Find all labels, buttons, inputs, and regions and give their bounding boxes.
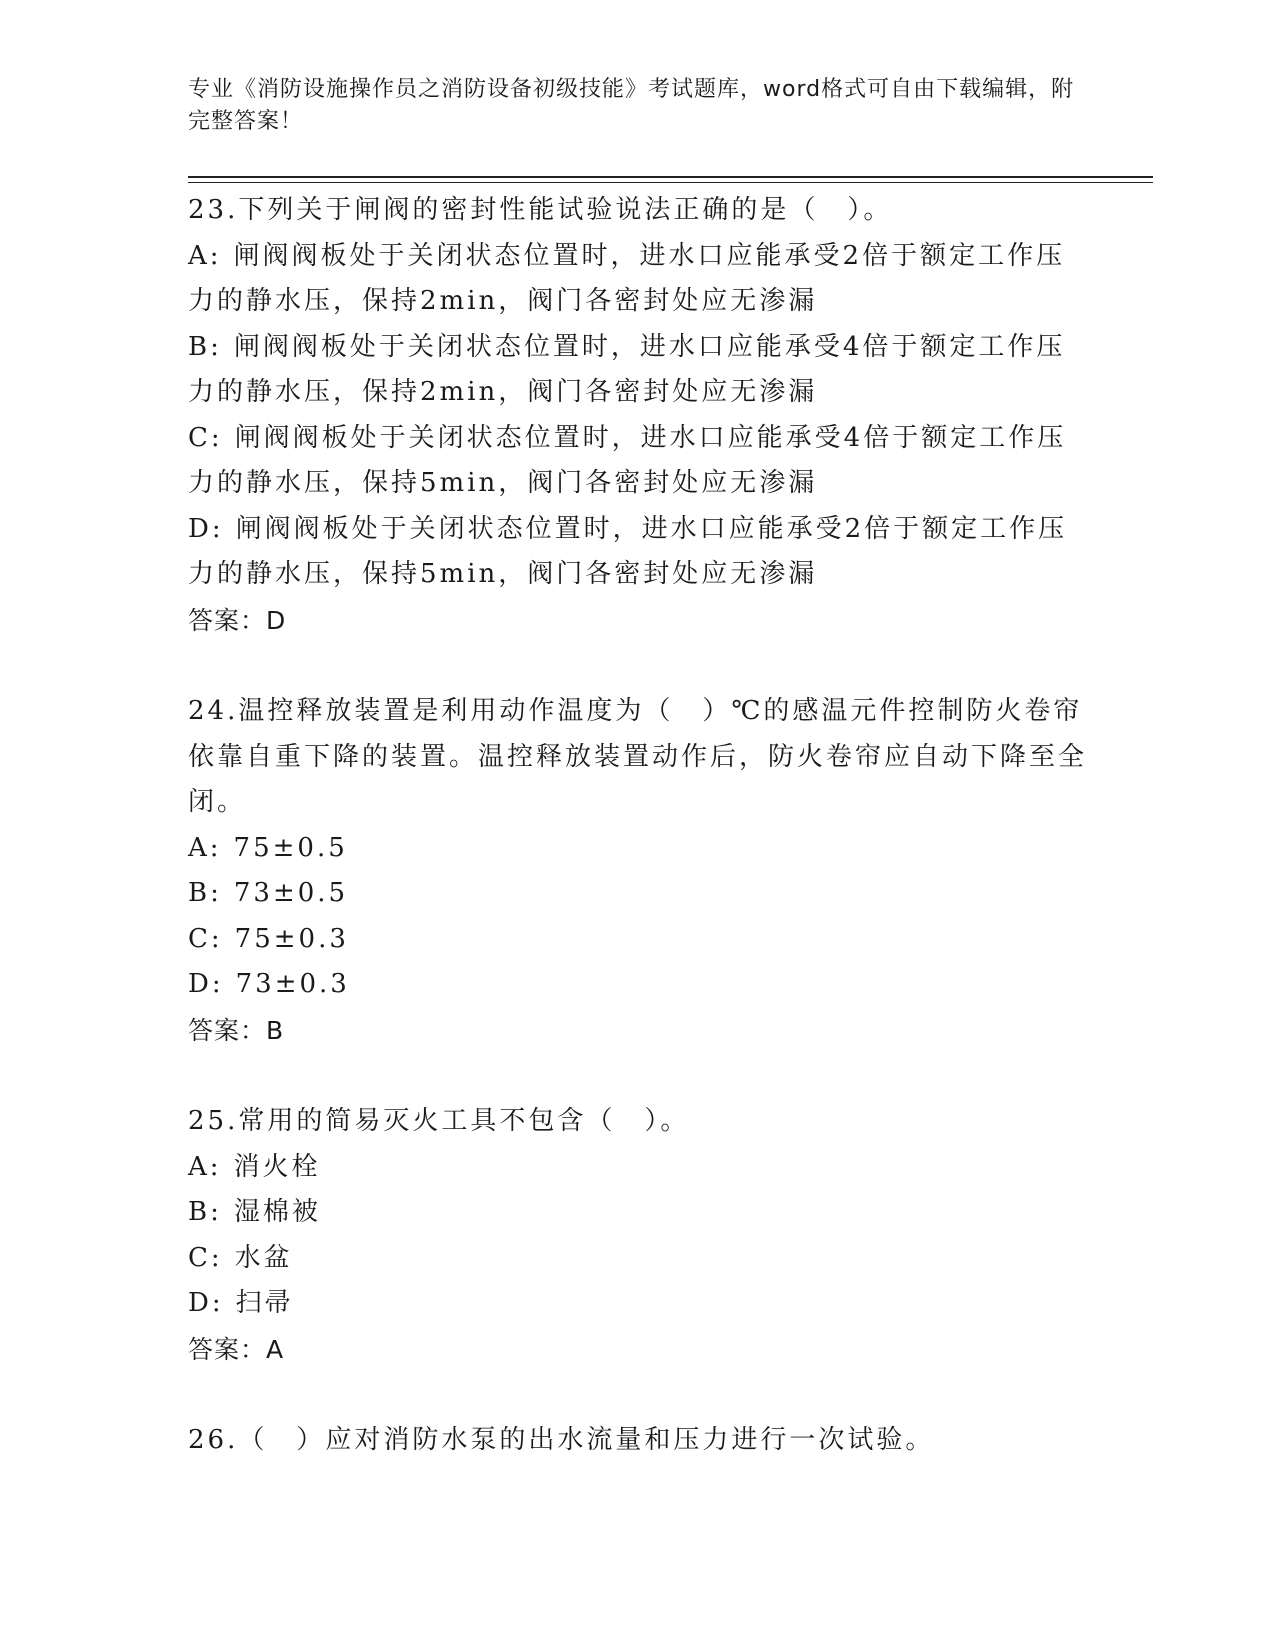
option-label: C: <box>188 422 223 453</box>
question-spacer <box>188 643 1088 689</box>
option-b <box>188 325 1088 416</box>
question-24 <box>188 689 1088 1053</box>
option-text: 73±0.3 <box>235 969 350 999</box>
question-stem: 25.常用的简易灭火工具不包含（ ）。 <box>188 1106 690 1136</box>
option-text: 闸阀阀板处于关闭状态位置时，进水口应能承受4倍于额定工作压力的静水压，保持2min，阀门各密封处应无渗漏 <box>188 331 1066 407</box>
option-label: C: <box>188 1242 223 1273</box>
question-23 <box>188 188 1088 643</box>
question-spacer <box>188 1053 1088 1099</box>
header-text: 专业《消防设施操作员之消防设备初级技能》考试题库，word格式可自由下载编辑，附完整答案！ <box>188 77 1075 134</box>
header-divider-thin <box>188 182 1153 183</box>
option-text: 75±0.5 <box>233 832 348 863</box>
option-text: 闸阀阀板处于关闭状态位置时，进水口应能承受2倍于额定工作压力的静水压，保持2min，阀门各密封处应无渗漏 <box>188 240 1066 316</box>
option-d <box>188 1281 1088 1327</box>
option-label: D: <box>188 1288 224 1318</box>
option-label: B: <box>188 878 222 908</box>
question-stem: 26.（ ）应对消防水泵的出水流量和压力进行一次试验。 <box>188 1425 935 1455</box>
option-d <box>188 962 1088 1008</box>
answer: 答案：B <box>188 1015 285 1045</box>
option-text: 闸阀阀板处于关闭状态位置时，进水口应能承受2倍于额定工作压力的静水压，保持5min，阀门各密封处应无渗漏 <box>188 513 1068 589</box>
option-text: 73±0.5 <box>233 878 349 908</box>
question-spacer <box>188 1372 1088 1418</box>
option-label: D: <box>188 969 224 999</box>
option-label: A: <box>188 832 222 863</box>
header-divider-thick <box>188 176 1153 178</box>
option-a <box>188 1145 1088 1191</box>
option-text: 闸阀阀板处于关闭状态位置时，进水口应能承受4倍于额定工作压力的静水压，保持5min，阀门各密封处应无渗漏 <box>188 422 1067 498</box>
option-text: 扫帚 <box>235 1288 294 1318</box>
option-c <box>188 416 1088 507</box>
question-26 <box>188 1418 1088 1464</box>
question-stem: 24.温控释放装置是利用动作温度为（ ）℃的感温元件控制防火卷帘依靠自重下降的装置。温控释放装置动作后，防火卷帘应自动下降至全闭。 <box>188 696 1088 817</box>
question-list <box>188 188 1088 1464</box>
answer: 答案：D <box>188 605 287 635</box>
option-label: A: <box>188 240 222 271</box>
answer: 答案：A <box>188 1334 285 1364</box>
option-text: 湿棉被 <box>233 1197 321 1227</box>
question-stem: 23.下列关于闸阀的密封性能试验说法正确的是（ ）。 <box>188 195 893 225</box>
option-label: C: <box>188 923 223 954</box>
option-label: A: <box>188 1151 222 1182</box>
option-a <box>188 234 1088 325</box>
option-text: 水盆 <box>234 1242 293 1273</box>
option-a <box>188 826 1088 872</box>
option-d <box>188 507 1088 598</box>
option-label: B: <box>188 331 222 362</box>
option-label: B: <box>188 1197 222 1227</box>
option-label: D: <box>188 513 224 544</box>
option-b <box>188 1190 1088 1236</box>
option-c <box>188 1236 1088 1282</box>
option-text: 消火栓 <box>233 1151 321 1182</box>
question-25 <box>188 1099 1088 1372</box>
option-c <box>188 917 1088 963</box>
option-b <box>188 871 1088 917</box>
page-header <box>188 74 1088 138</box>
option-text: 75±0.3 <box>234 923 349 954</box>
